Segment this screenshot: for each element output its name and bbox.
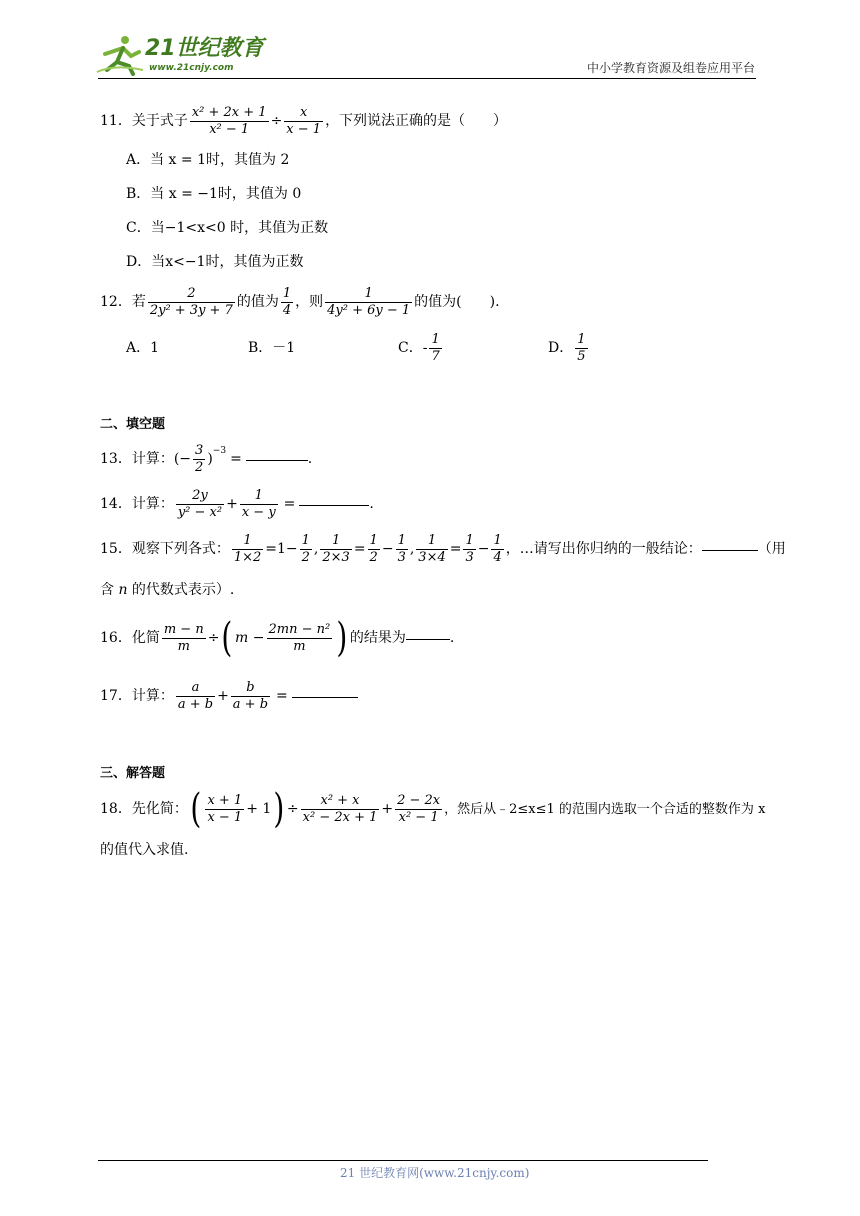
q11-number: 11．	[100, 113, 132, 129]
answer-blank[interactable]	[292, 695, 358, 698]
q11-prefix: 关于式子	[131, 113, 188, 129]
q12-number: 12．	[100, 294, 132, 310]
q12-option-c: C．- $\frac{1}{7}$	[398, 331, 440, 364]
question-18: 18． 先化简： ( $\frac{x + 1}{x - 1}$ + 1 ) ÷ $\frac{\text{x² + x}}{\text{x² − 2x + 1}}$ + $\frac{2 - 2x}{\text{x² − 1}}$ ，然后从﹣2≤x≤1 的范围内选取一个合适的整数作为 x	[100, 786, 766, 832]
q11-fraction-1	[190, 105, 269, 138]
answer-blank[interactable]	[299, 503, 369, 506]
fraction-numerator: x	[300, 104, 308, 120]
q12-option-b: B．－1	[248, 340, 296, 356]
section-heading-fill-in: 二、填空题	[100, 417, 166, 432]
question-14: 14． 计算： $\frac{2y}{\text{y² − x²}}$ + $\frac{1}{x - y}$ = .	[100, 487, 374, 520]
q12-option-d: D． $\frac{1}{5}$	[548, 331, 586, 364]
q11-fraction-2	[284, 105, 323, 138]
question-13: 13． 计算： (− $\frac{3}{2}$ ) $^{-3}$ = .	[100, 442, 313, 475]
header-title: 中小学教育资源及组卷应用平台	[586, 61, 755, 75]
question-15: 15． 观察下列各式： $\frac{1}{1\times 2}$ =1− $\frac{1}{2}$ , $\frac{1}{2\times 3}$ = $\frac{1}{2}$ − $\frac{1}{3}$ , $\frac{1}{3\times 4}$ = $\frac{1}{3}$ − $\frac{1}{4}$ ，…请写出你归纳的一般结论： （用	[100, 532, 786, 565]
runner-logo-icon	[95, 34, 145, 76]
site-logo	[95, 34, 265, 78]
q11-option-d: D．当x<−1时，其值为正数	[126, 254, 304, 270]
q11-option-c: C．当−1<x<0 时，其值为正数	[126, 220, 329, 236]
logo-text: 21世纪教育	[145, 36, 264, 61]
question-11	[100, 102, 507, 140]
q12-option-a: A．1	[126, 340, 160, 356]
q15-line-2: 含 n 的代数式表示）.	[100, 582, 235, 598]
q11-option-a: A．当 x = 1时，其值为 2	[126, 152, 290, 168]
fraction-denominator: x − 1	[286, 121, 322, 137]
answer-blank[interactable]	[406, 637, 450, 640]
answer-blank[interactable]	[246, 458, 308, 461]
section-heading-solve: 三、解答题	[100, 766, 166, 781]
question-17: 17． 计算： $\frac{a}{a + b}$ + $\frac{b}{a + b}$ =	[100, 676, 358, 716]
q12-fraction-1: $\frac{2}{\text{2y² + 3y + 7}}$	[149, 285, 233, 318]
q11-option-b: B．当 x = −1时，其值为 0	[126, 186, 302, 202]
q12-fraction-3: $\frac{1}{\text{4y² + 6y − 1}}$	[327, 285, 411, 318]
q11-suffix: ，下列说法正确的是（ ）	[325, 113, 508, 129]
question-12: 12． 若 $\frac{2}{\text{2y² + 3y + 7}}$ 的值为 $\frac{1}{4}$ ，则 $\frac{1}{\text{4y² + 6y − 1}}$ 的值为( ).	[100, 285, 500, 318]
question-16: 16． 化简 $\frac{m - n}{m}$ ÷ ( m − $\frac{\text{2mn − n²}}{m}$ ) 的结果为 .	[100, 615, 455, 661]
fraction-denominator: x² − 1	[209, 121, 250, 137]
divide-sign: ÷	[270, 113, 283, 129]
q18-line-2: 的值代入求值.	[100, 842, 189, 858]
fraction-numerator: x² + 2x + 1	[191, 104, 267, 120]
logo-url: www.21cnjy.com	[149, 63, 234, 73]
answer-blank[interactable]	[702, 548, 758, 551]
q12-prefix: 若	[131, 294, 146, 310]
header-rule	[98, 78, 756, 79]
footer-rule	[98, 1160, 708, 1161]
footer-text: 21 世纪教育网(www.21cnjy.com)	[340, 1166, 530, 1180]
q12-fraction-2: $\frac{1}{4}$	[282, 285, 292, 318]
